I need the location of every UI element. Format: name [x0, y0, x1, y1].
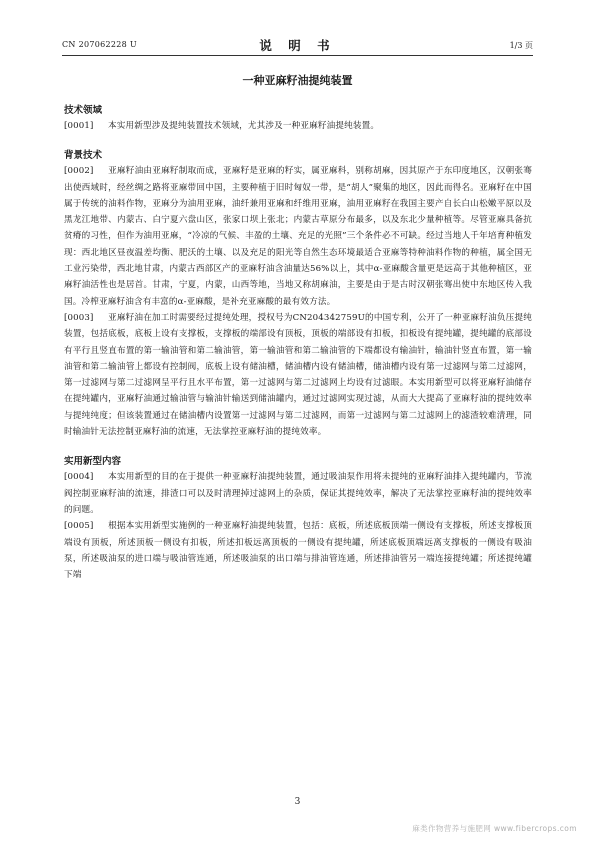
paragraph-text: 根据本实用新型实施例的一种亚麻籽油提纯装置，包括：底板，所述底板顶端一侧设有支撑板，所述支撑板顶端设有顶板，所述顶板一侧设有扣板，所述扣板远离顶板的一侧设有提纯罐，所述底板顶端远离支撑板的一侧设有吸油泵，所述吸油泵的进口端与吸油管连通，所述吸油泵的出口端与排油管连通，所述排油管另一端连接提纯罐；所述提纯罐下端: [64, 521, 532, 581]
paragraph: [64, 310, 532, 440]
patent-number: CN 207062228 U: [62, 40, 137, 49]
section-heading: 背景技术: [64, 150, 103, 162]
document-title: 一种亚麻籽油提纯装置: [242, 74, 353, 87]
section-heading: 实用新型内容: [64, 456, 122, 468]
paragraph: [64, 518, 532, 583]
paragraph-number: [0004]: [64, 472, 94, 483]
paragraph-number: [0003]: [64, 312, 94, 323]
paragraph-text: 本实用新型涉及提纯装置技术领域，尤其涉及一种亚麻籽油提纯装置。: [108, 121, 380, 131]
paragraph-number: [0005]: [64, 521, 94, 532]
document-type: 说 明 书: [259, 38, 336, 53]
section-heading: 技术领域: [64, 105, 103, 116]
page-number: 3: [294, 797, 301, 807]
paragraph-number: [0001]: [64, 121, 94, 131]
paragraph-text: 亚麻籽油在加工时需要经过提纯处理，授权号为CN204342759U的中国专利，公开了一种亚麻籽油负压提纯装置，包括底板，底板上设有支撑板，支撑板的端部设有顶板，顶板的端部设有扣板，扣板设有提纯罐，提纯罐的底部设有平行且竖直布置的第一输油管和第二输油管，第一输油管和第二输油管的下端都设有输油针，输油针竖直布置，第一输油管和第二输油管上都设有控制阀，底板上设有储油槽，储油槽内设有储油槽，储油槽内设有第一过滤网与第二过滤网，第一过滤网与第二过滤网呈平行且水平布置，第一过滤网与第二过滤网上均设有过滤眼。本实用新型可以将亚麻籽油储存在提纯罐内，亚麻籽油通过输油管与输油针输送到储油罐内，通过过滤网实现过滤，从而大大提高了亚麻籽油的提纯效率与提纯纯度；但该装置通过在储油槽内设置第一过滤网与第二过滤网，而第一过滤网与第二过滤网上的滤渣较难清理，同时输油针无法控制亚麻籽油的流速，无法掌控亚麻籽油的提纯效率。: [64, 312, 532, 438]
paragraph: [64, 163, 532, 310]
paragraph: [64, 469, 532, 518]
section-technical-field: [64, 103, 532, 134]
document-body: [64, 103, 532, 583]
page-header: [62, 36, 533, 52]
site-watermark: 麻类作物营养与施肥网 www.fibercrops.com: [412, 824, 577, 833]
paragraph-number: [0002]: [64, 166, 94, 177]
section-utility-model-content: [64, 454, 532, 583]
paragraph-text: 亚麻籽油由亚麻籽制取而成，亚麻籽是亚麻的籽实，属亚麻科，别称胡麻，因其原产于东印度地区，汉朝张骞出使西域时，经丝绸之路将亚麻带回中国，主要种植于旧时匈奴一带，是“胡人”聚集的地区，因此而得名。亚麻籽在中国属于传统的油料作物，亚麻分为油用亚麻，油纤兼用亚麻和纤维用亚麻，油用亚麻籽在我国主要产自长白山松嫩平原以及黑龙江地带、内蒙古、白宁夏六盘山区，张家口坝上张北；内蒙古草原分布最多，以及东北少量种植等。尽管亚麻具备抗贫瘠的习性，但作为油用亚麻，“冷凉的气候、丰盈的土壤、充足的光照”三个条件必不可缺。经过当地人千年培育种植发现：西北地区昼夜温差均衡、肥沃的土壤、以及充足的阳光等自然生态环境最适合亚麻等特种油料作物的种植，属全国无工业污染带，西北地甘肃，内蒙古西部区产的亚麻籽油含油量达56%以上，其中α-亚麻酸含量更是远高于其他种植区，亚麻籽油活性也是居首。甘肃，宁夏，内蒙，山西等地，当地又称胡麻油，主要是由于是古时汉朝张骞出使中东地区传入我国。冷榨亚麻籽油含有丰富的α-亚麻酸，是补充亚麻酸的最有效方法。: [64, 166, 532, 307]
paragraph-text: 本实用新型的目的在于提供一种亚麻籽油提纯装置，通过吸油泵作用将未提纯的亚麻籽油排入提纯罐内，节流阀控制亚麻籽油的流速，排渣口可以及时清理掉过滤网上的杂质，保证其提纯效率，解决了无法掌控亚麻籽油的提纯效率的问题。: [64, 472, 532, 515]
header-rule: [62, 55, 533, 56]
page-indicator: 1/3 页: [509, 41, 533, 50]
paragraph: [64, 118, 532, 134]
section-background: [64, 148, 532, 440]
